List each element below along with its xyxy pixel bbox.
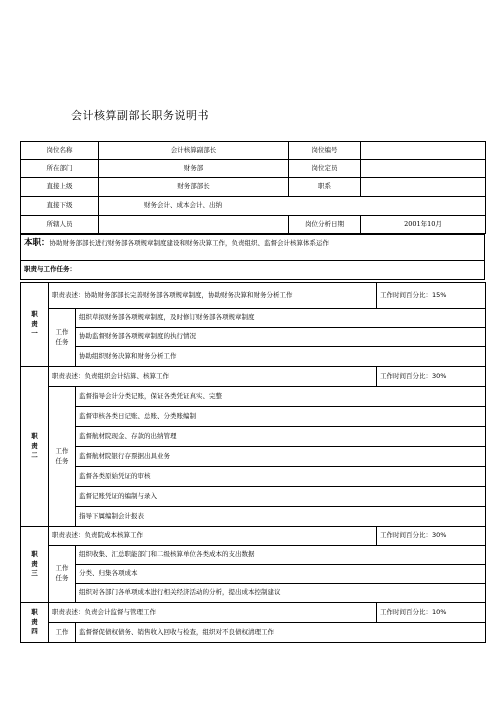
duty-2-time: 工作时间百分比：30%	[377, 367, 486, 387]
duty-1-task-3: 协助组织财务决算和财务分析工作	[76, 347, 486, 367]
duty-4-desc: 职责表述：负责会计监督与管理工作	[49, 603, 377, 623]
duty-3-task-3: 组织对各部门各单项成本进行相关经济活动的分析，提出成本控制建议	[76, 584, 486, 603]
duty-4-label	[21, 603, 49, 643]
value-headcount	[361, 160, 486, 178]
duty-1-desc: 职责表述：协助财务部部长完善财务部各项规章制度，协助财务决算和财务分析工作	[49, 283, 377, 309]
duty-1-label	[21, 283, 49, 367]
job-info-table	[20, 141, 486, 234]
label-staff: 所辖人员	[21, 216, 99, 234]
value-analysis-date: 2001年10月	[361, 216, 486, 234]
value-department: 财务部	[99, 160, 289, 178]
duty-3-label	[21, 527, 49, 603]
duty-3-task-2: 分类、归集各项成本	[76, 565, 486, 584]
summary-text: 协助财务部部长进行财务部各项规章制度建设和财务决算工作，负责组织、监督会计核算体系运作	[49, 239, 330, 247]
duty-2-task-2: 监督审核各类日记账、总账、分类账编制	[76, 407, 486, 427]
duty-1-task-label: 工作任务	[49, 309, 76, 367]
label-headcount: 岗位定员	[289, 160, 361, 178]
document-title: 会计核算副部长职务说明书	[71, 109, 209, 122]
label-job-title: 岗位名称	[21, 142, 99, 160]
summary-label: 本职：	[24, 238, 50, 248]
value-supervisor: 财务部部长	[99, 178, 289, 197]
duty-3-task-label: 工作任务	[49, 546, 76, 603]
duty-2-task-5: 监督各类原始凭证的审核	[76, 467, 486, 487]
value-subordinates: 财务会计、成本会计、出纳	[99, 197, 486, 216]
duty-2-desc: 职责表述：负责组织会计结算、核算工作	[49, 367, 377, 387]
label-supervisor: 直接上级	[21, 178, 99, 197]
duty-3-label-text: 职责三	[31, 549, 38, 578]
duty-3-time: 工作时间百分比：30%	[377, 527, 486, 546]
label-department: 所在部门	[21, 160, 99, 178]
duty-4-label-text: 职责四	[31, 607, 38, 636]
duties-heading: 职责与工作任务：	[21, 261, 485, 280]
duties-table	[20, 282, 486, 643]
summary-table	[20, 234, 485, 280]
duty-4-task-label: 工作	[49, 623, 76, 643]
value-job-title: 会计核算副部长	[99, 142, 289, 160]
duty-2-task-label: 工作任务	[49, 387, 76, 527]
duty-1-task-2: 协助监督财务部各项规章制度的执行情况	[76, 328, 486, 347]
duty-4-task-1: 监督督促债权债务、销售收入回收与检查，组织对不良债权清理工作	[76, 623, 486, 643]
duty-2-label-text: 职责二	[31, 431, 38, 460]
label-job-family: 职系	[289, 178, 361, 197]
duty-3-task-1: 组织收集、汇总职能部门和二级核算单位各类成本的支出数据	[76, 546, 486, 565]
duty-4-time: 工作时间百分比：10%	[377, 603, 486, 623]
value-job-code	[361, 142, 486, 160]
value-staff	[99, 216, 289, 234]
duty-3-desc: 职责表述：负责院成本核算工作	[49, 527, 377, 546]
duty-2-task-6: 监督记账凭证的编制与录入	[76, 487, 486, 507]
duty-2-label	[21, 367, 49, 527]
duty-2-task-7: 指导下属编制会计报表	[76, 507, 486, 527]
label-job-code: 岗位编号	[289, 142, 361, 160]
job-summary	[21, 235, 485, 261]
duty-2-task-1: 监督指导会计分类记账，保证各类凭证真实、完整	[76, 387, 486, 407]
label-analysis-date: 岗位分析日期	[289, 216, 361, 234]
duty-2-task-3: 监督航材院现金、存款的出纳管理	[76, 427, 486, 447]
duty-2-task-4: 监督航材院银行存票据出具业务	[76, 447, 486, 467]
duty-1-label-text: 职责一	[31, 309, 38, 338]
duty-1-task-1: 组织草拟财务部各项规章制度，及时修订财务部各项规章制度	[76, 309, 486, 328]
duty-1-time: 工作时间百分比：15%	[377, 283, 486, 309]
value-job-family	[361, 178, 486, 197]
label-subordinates: 直接下级	[21, 197, 99, 216]
